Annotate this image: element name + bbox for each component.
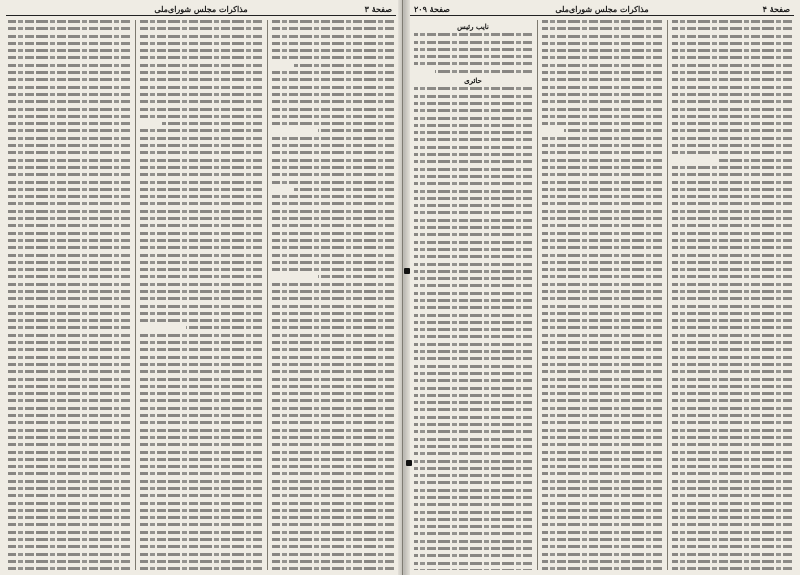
left-column-1 [272,20,394,570]
right-column-1 [672,20,792,570]
right-column-rule-2 [537,20,538,570]
left-column-2 [140,20,262,570]
left-column-rule-2 [135,20,136,570]
right-page-number: صفحهٔ ۲۰۹ [414,4,450,14]
right-page [404,0,800,575]
right-page-title: مذاکرات مجلس شورای‌ملی [555,4,649,14]
right-column-3 [414,20,532,570]
right-page-header [410,3,794,16]
speaker-heading-1: نایب رئیس [457,22,489,31]
right-column-2 [542,20,662,570]
right-page-secondary-number: صفحهٔ ۴ [762,4,790,14]
right-column-rule-1 [667,20,668,570]
left-column-rule-1 [267,20,268,570]
bullet-mark [406,460,412,466]
left-page-number: صفحهٔ ۳ [364,4,392,14]
bullet-mark [404,268,410,274]
speaker-heading-2: حائری [464,76,482,86]
left-column-3 [8,20,130,570]
left-page-title: مذاکرات مجلس شورای‌ملی [154,4,248,14]
left-page-header [6,3,396,16]
